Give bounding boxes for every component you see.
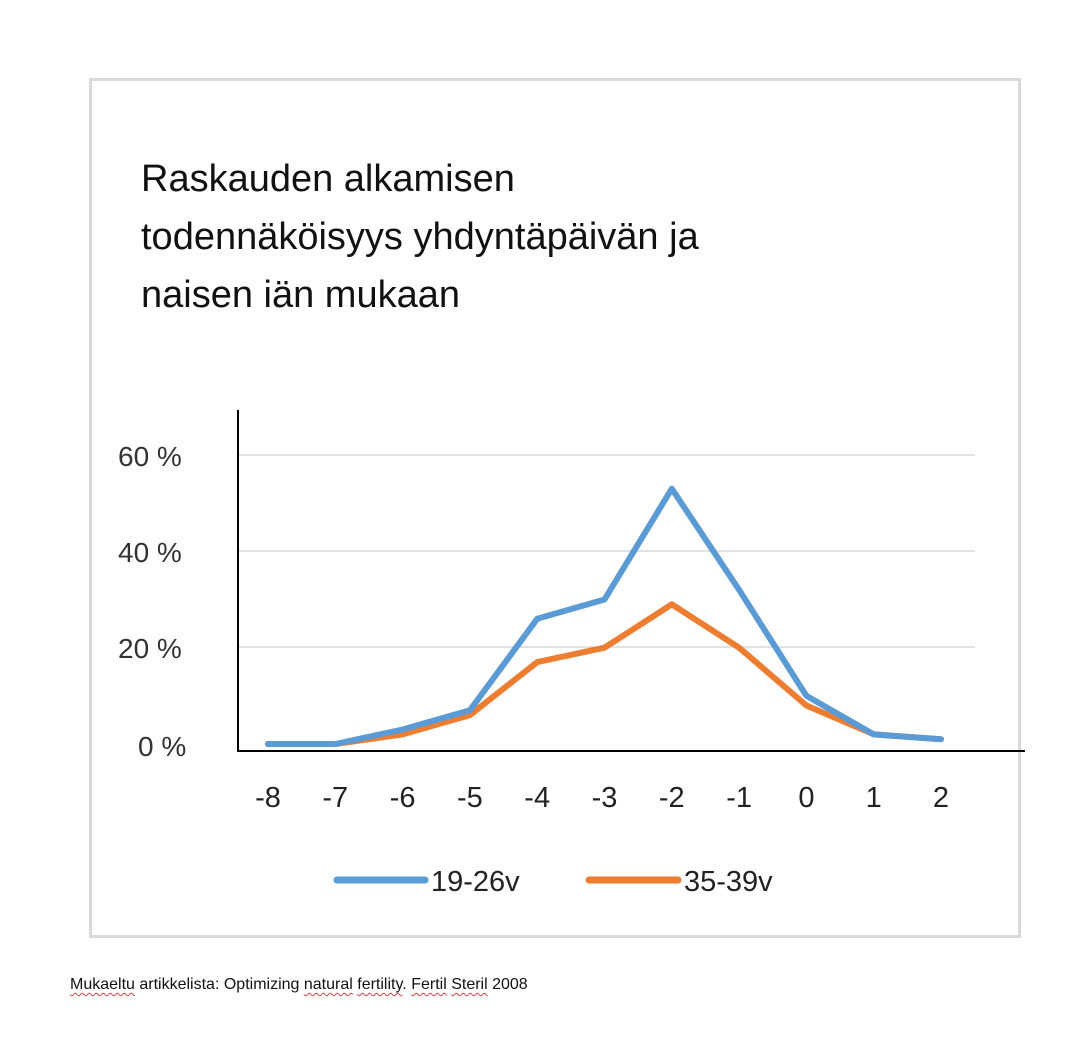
legend [337,866,773,898]
footnote-word: Mukaeltu [70,976,135,993]
x-tick-label: -1 [726,782,752,814]
x-tick-labels [255,782,949,814]
legend-label-19-26v: 19-26v [431,866,520,898]
y-tick-label: 20 % [118,633,182,664]
footnote-text: 2008 [487,976,528,993]
footnote-word: Fertil [411,976,447,993]
title-line-2: todennäköisyys yhdyntäpäivän ja [141,216,699,258]
x-tick-label: -5 [457,782,483,814]
y-tick-labels [118,441,186,762]
title-line-1: Raskauden alkamisen [141,158,515,200]
y-tick-label: 60 % [118,441,182,472]
footnote-text: : Optimizing [214,976,304,993]
title-line-3: naisen iän mukaan [141,274,460,316]
x-tick-label: -8 [255,782,281,814]
series-lines [268,489,941,744]
x-tick-label: -6 [389,782,416,814]
x-tick-label: 1 [865,782,882,814]
footnote-word: Steril [451,976,488,993]
legend-label-35-39v: 35-39v [684,866,773,898]
footnote-word: fertility [357,976,403,993]
x-tick-label: -7 [322,782,349,814]
series-line-19-26v [268,489,941,744]
x-tick-label: -4 [524,782,551,814]
source-footnote [70,976,528,994]
x-tick-label: 2 [932,782,950,814]
y-tick-label: 40 % [118,537,182,568]
footnote-text: . [402,976,412,993]
series-line-35-39v [268,604,941,744]
gridlines [238,455,975,647]
x-tick-label: -3 [591,782,618,814]
y-tick-label: 0 % [138,731,187,762]
x-tick-label: 0 [798,782,815,814]
footnote-word: natural [303,976,353,993]
x-tick-label: -2 [658,782,685,814]
footnote-word: artikkelista [139,976,215,993]
